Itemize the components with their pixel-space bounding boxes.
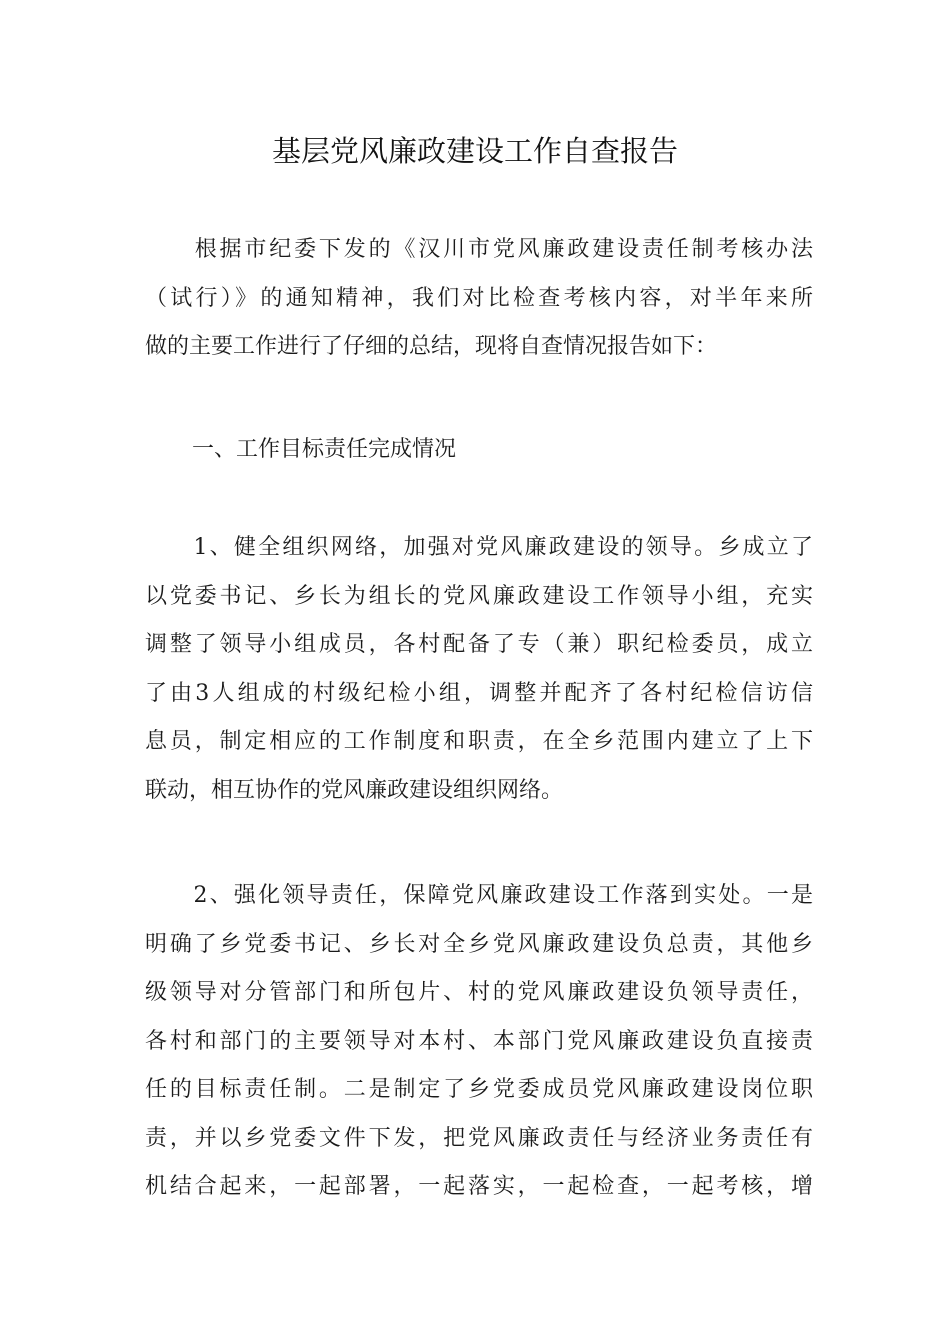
item2-line: 责，并以乡党委文件下发，把党风廉政责任与经济业务责任有: [145, 1125, 813, 1151]
intro-line: 根据市纪委下发的《汉川市党风廉政建设责任制考核办法: [145, 237, 813, 262]
item2-line: 级领导对分管部门和所包片、村的党风廉政建设负领导责任，: [145, 980, 813, 1005]
item1-line: 调整了领导小组成员，各村配备了专（兼）职纪检委员，成立: [145, 632, 813, 657]
item1-paragraph: [145, 524, 813, 815]
item2-line: 明确了乡党委书记、乡长对全乡党风廉政建设负总责，其他乡: [145, 931, 813, 957]
document-title: 基层党风廉政建设工作自查报告: [271, 134, 678, 168]
intro-line: （试行）》的通知精神，我们对比检查考核内容，对半年来所: [145, 285, 813, 311]
intro-line: 做的主要工作进行了仔细的总结，现将自查情况报告如下：: [145, 334, 718, 359]
intro-paragraph: [145, 226, 813, 372]
item1-line: 了由3人组成的村级纪检小组，调整并配齐了各村纪检信访信: [145, 680, 813, 706]
item2-line: 机结合起来，一起部署，一起落实，一起检查，一起考核，增: [145, 1174, 813, 1199]
item2-line: 任的目标责任制。二是制定了乡党委成员党风廉政建设岗位职: [145, 1077, 813, 1102]
item1-line: 1、健全组织网络，加强对党风廉政建设的领导。乡成立了: [145, 535, 813, 560]
item2-line: 各村和部门的主要领导对本村、本部门党风廉政建设负直接责: [145, 1028, 813, 1054]
section-heading: 一、工作目标责任完成情况: [192, 437, 457, 462]
item1-line: 息员，制定相应的工作制度和职责，在全乡范围内建立了上下: [145, 729, 813, 754]
item2-paragraph: [145, 872, 813, 1212]
item2-line: 2、强化领导责任，保障党风廉政建设工作落到实处。一是: [145, 883, 813, 908]
item1-line: 联动，相互协作的党风廉政建设组织网络。: [145, 777, 564, 803]
item1-line: 以党委书记、乡长为组长的党风廉政建设工作领导小组，充实: [145, 583, 813, 609]
